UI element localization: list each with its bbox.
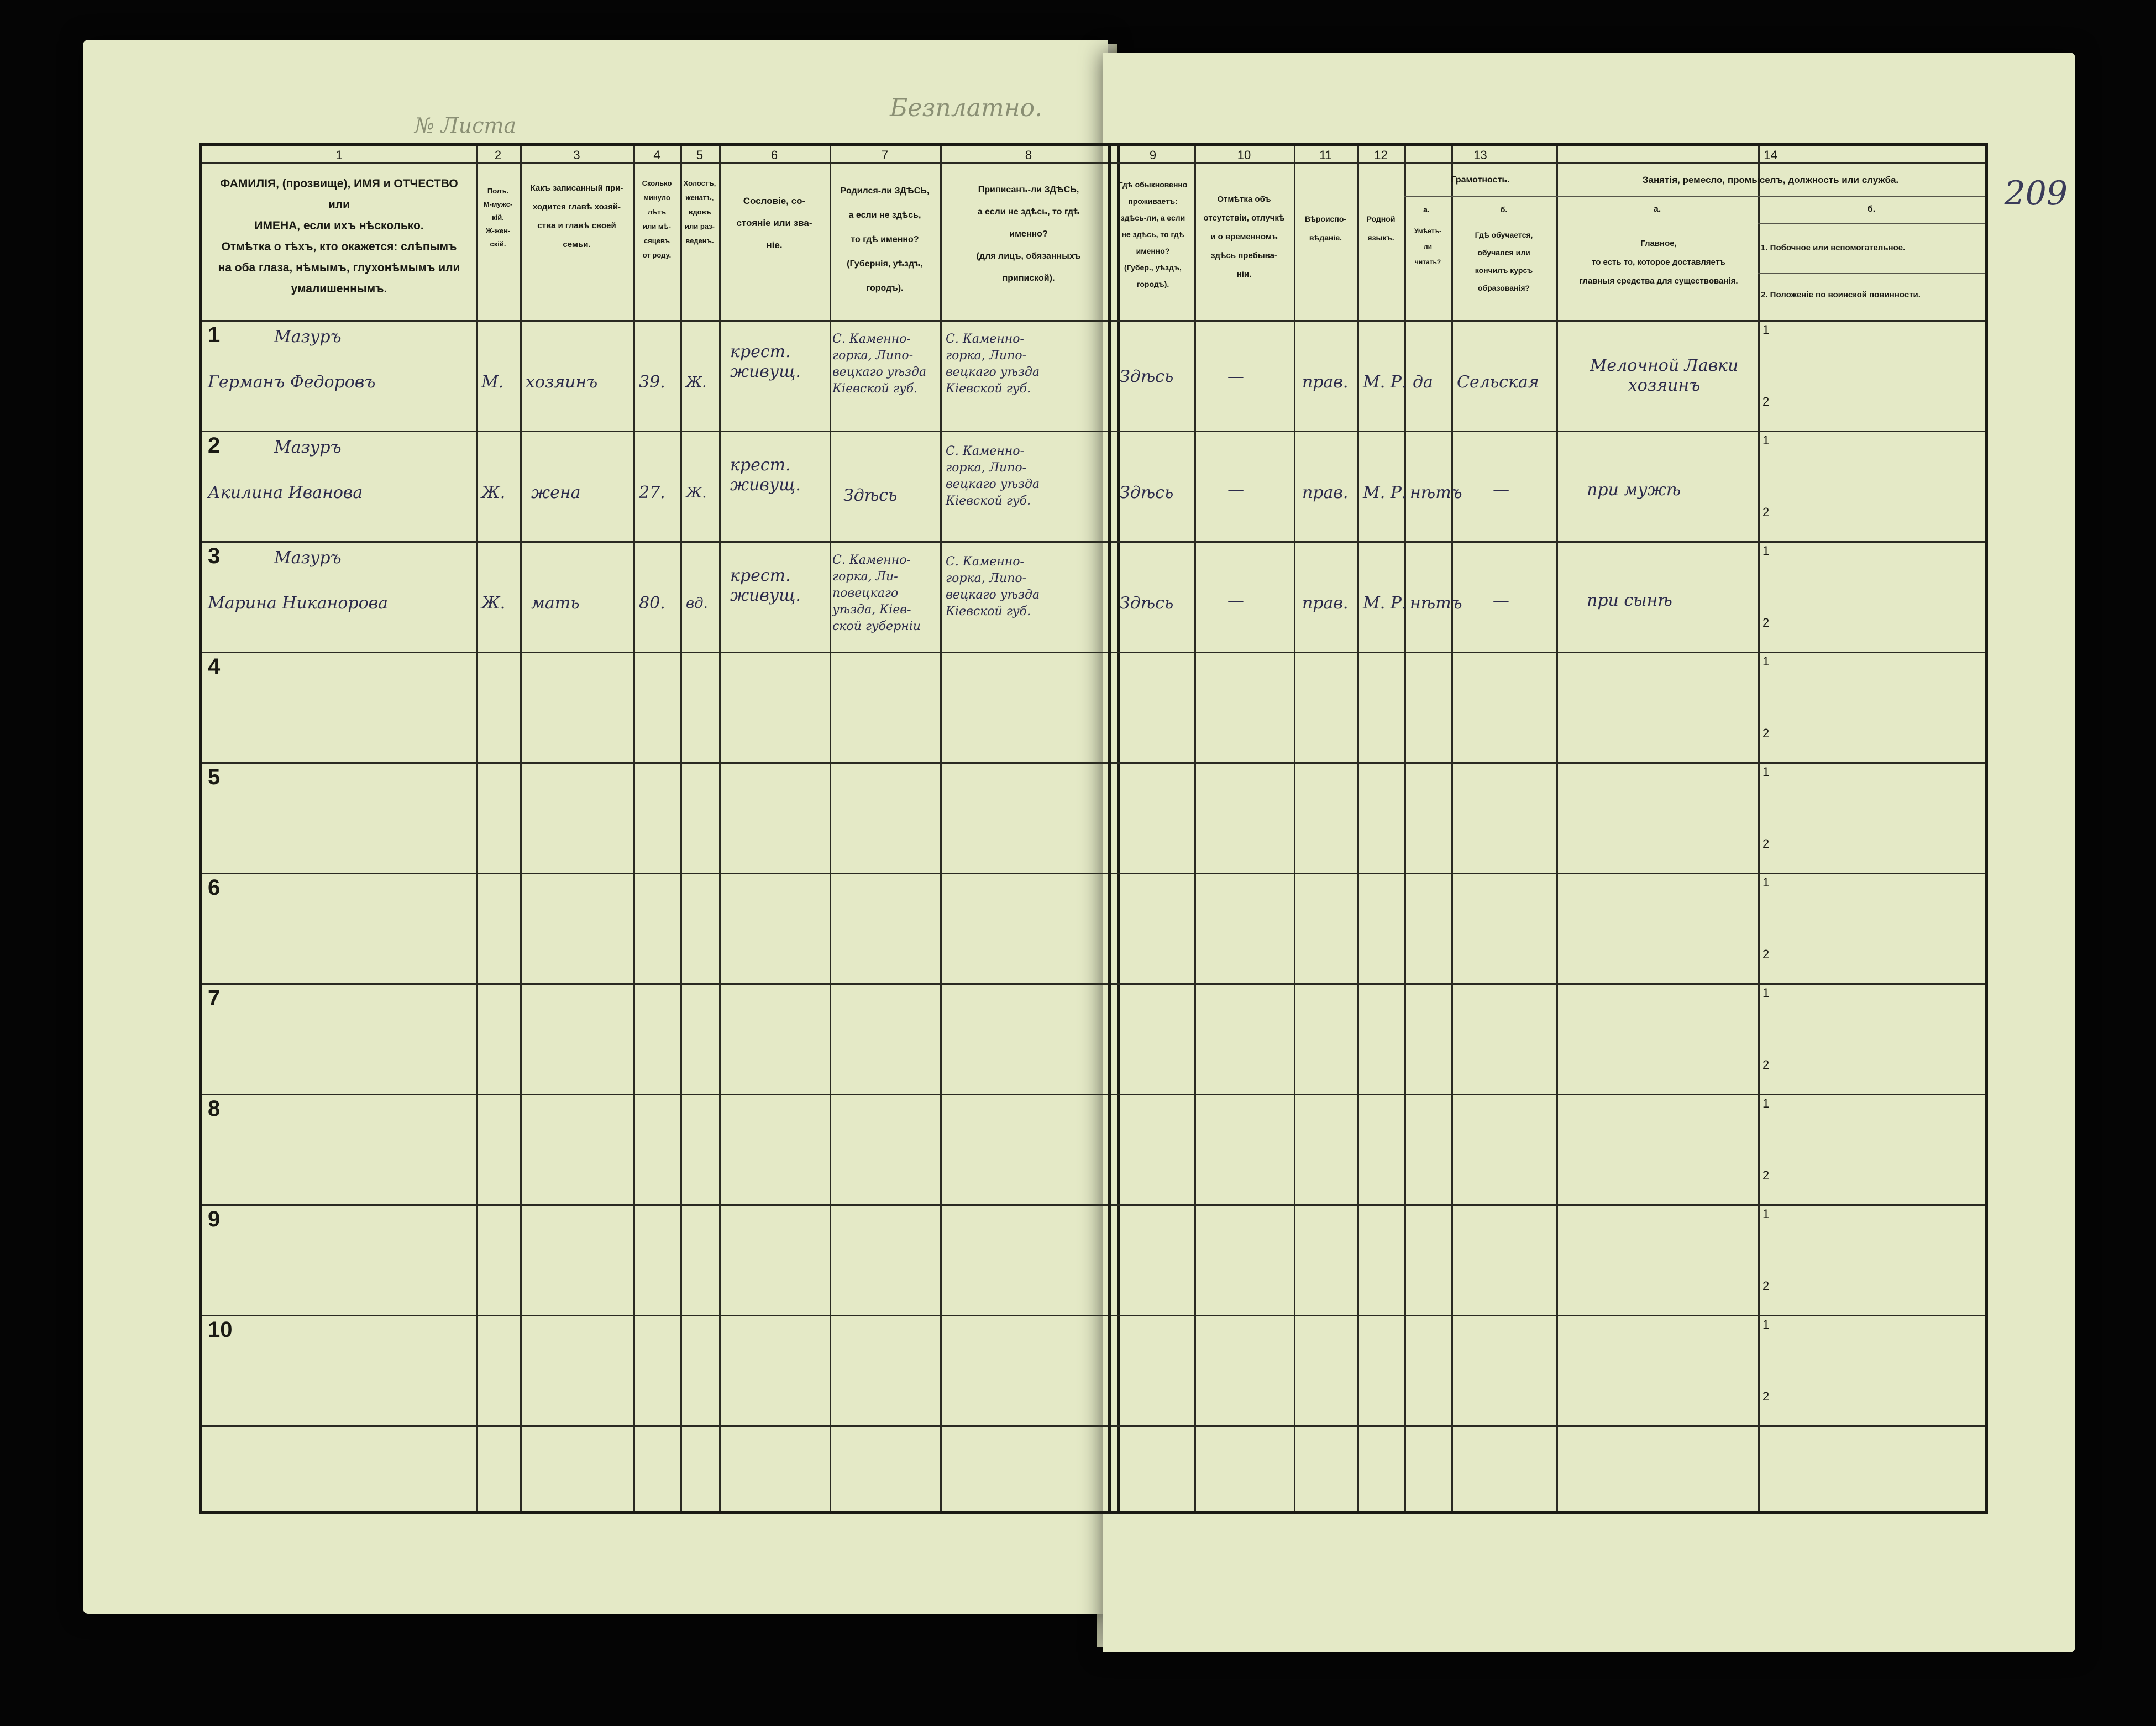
header-occupation-a-label: а. — [1653, 204, 1661, 214]
census-table-right — [1108, 143, 1988, 1514]
row2-literate: нѣтъ — [1410, 483, 1462, 502]
header-language: Родной языкъ. — [1366, 214, 1396, 242]
census-table-left — [199, 143, 1120, 1514]
column-number: 6 — [770, 148, 778, 162]
header-estate: Сословіе, со- стояніе или зва- ніе. — [736, 196, 812, 250]
column-number: 9 — [1149, 148, 1157, 162]
column-number: 8 — [1025, 148, 1032, 162]
row3-name: Марина Никанорова — [208, 594, 389, 613]
sub-label: 2 — [1762, 1279, 1770, 1293]
header-occupation-secondary: 1. Побочное или вспомогательное. — [1761, 243, 1906, 253]
row3-age: 80. — [639, 594, 665, 613]
sub-label: 2 — [1762, 947, 1770, 961]
sub-label: 2 — [1762, 1058, 1770, 1072]
sub-label: 2 — [1762, 726, 1770, 740]
row-number: 6 — [208, 875, 221, 900]
row3-occupation: при сынѣ — [1587, 591, 1672, 610]
column-number: 14 — [1764, 148, 1777, 162]
column-number: 13 — [1473, 148, 1487, 162]
row1-education: Сельская — [1457, 373, 1539, 392]
sheet-label: № Листа — [415, 113, 517, 138]
header-registered: Приписанъ-ли ЗДѢСЬ, а если не здѣсь, то гдѣ именно? (для лицъ, обязанныхъ припиской). — [976, 185, 1081, 283]
row2-religion: прав. — [1302, 483, 1349, 502]
header-literacy-b-label: б. — [1500, 205, 1508, 214]
row2-occupation: при мужѣ — [1587, 480, 1681, 500]
sub-label: 1 — [1762, 544, 1770, 558]
row3-birthplace: С. Каменно- горка, Ли- повецкаго уѣзда, Кіев- ской губерніи — [832, 553, 921, 633]
print-headline: Безплатно. — [890, 94, 1043, 122]
sub-label: 2 — [1762, 505, 1770, 519]
row2-relation: жена — [531, 483, 581, 502]
header-education: Гдѣ обучается, обучался или кончилъ курсъ образованія? — [1475, 230, 1533, 292]
sub-label: 2 — [1762, 395, 1770, 408]
header-sex: Полъ. М-мужс- кій. Ж-жен- скій. — [483, 187, 513, 248]
column-number: 12 — [1374, 148, 1388, 162]
row-number: 8 — [208, 1097, 221, 1121]
row1-language: М. Р. — [1363, 373, 1407, 392]
row1-relation: хозяинъ — [526, 373, 598, 392]
row2-sex: Ж. — [481, 483, 506, 502]
row1-religion: прав. — [1302, 373, 1349, 392]
sub-label: 1 — [1762, 323, 1770, 337]
row1-occupation: Мелочной Лавки хозяинъ — [1590, 356, 1739, 395]
row1-name: Германъ Федоровъ — [208, 373, 376, 392]
sub-label: 2 — [1762, 1389, 1770, 1403]
sub-label: 2 — [1762, 616, 1770, 629]
sub-label: 1 — [1762, 765, 1770, 779]
row3-language: М. Р. — [1363, 594, 1407, 613]
sub-label: 1 — [1762, 1318, 1770, 1331]
row2-name: Акилина Иванова — [208, 483, 363, 502]
column-number: 3 — [573, 148, 580, 162]
row-number: 9 — [208, 1207, 221, 1231]
row-number: 3 — [208, 544, 221, 568]
row2-birthplace: Здѣсь — [843, 486, 898, 505]
header-occupation-b-label: б. — [1867, 204, 1876, 214]
sub-label: 2 — [1762, 1168, 1770, 1182]
header-residence: Гдѣ обыкновенно проживаетъ: здѣсь-ли, а если не здѣсь, то гдѣ именно? (Губер., уѣздъ, городъ). — [1118, 180, 1188, 288]
column-number: 5 — [696, 148, 704, 162]
row1-estate: крест. живущ. — [730, 342, 801, 381]
header-name: ФАМИЛІЯ, (прозвище), ИМЯ и ОТЧЕСТВО или ИМЕНА, если ихъ нѣсколько. Отмѣтка о тѣхъ, кто окажется: слѣпымъ на оба глаза, нѣмымъ, глухонѣмымъ или умалишеннымъ. — [218, 177, 460, 295]
row2-surname: Мазуръ — [274, 438, 342, 457]
header-occupation: Занятія, ремесло, промыселъ, должность или служба. — [1642, 175, 1899, 185]
header-literacy-a-label: а. — [1423, 205, 1430, 214]
row3-relation: мать — [531, 594, 580, 613]
row1-sex: М. — [481, 373, 504, 392]
row1-residence: Здѣсь — [1120, 367, 1174, 386]
sub-label: 1 — [1762, 1097, 1770, 1110]
row2-marital: Ж. — [686, 485, 707, 501]
row2-education: — — [1493, 480, 1509, 500]
header-age: Сколько минуло лѣтъ или мѣ- сяцевъ от роду. — [642, 179, 672, 259]
header-absence: Отмѣтка объ отсутствіи, отлучкѣ и о временномъ здѣсь пребыва- ніи. — [1203, 195, 1285, 279]
header-can-read: Умѣетъ- ли читать? — [1414, 227, 1442, 266]
row2-registered: С. Каменно- горка, Липо- вецкаго уѣзда Кіевской губ. — [946, 444, 1040, 508]
column-number: 4 — [653, 148, 660, 162]
header-occupation-main: Главное, то есть то, которое доставляетъ главныя средства для существованія. — [1579, 239, 1738, 286]
header-relation: Какъ записанный при- ходится главѣ хозяй- ства и главѣ своей семьи. — [530, 183, 623, 249]
header-military-status: 2. Положеніе по воинской повинности. — [1761, 290, 1921, 300]
header-religion: Вѣроиспо- вѣданіе. — [1304, 214, 1347, 242]
sub-label: 1 — [1762, 1207, 1770, 1221]
sub-label: 1 — [1762, 433, 1770, 447]
sub-label: 1 — [1762, 986, 1770, 1000]
header-birthplace: Родился-ли ЗДѢСЬ, а если не здѣсь, то гдѣ именно? (Губернія, уѣздъ, городъ). — [840, 186, 930, 293]
header-marital: Холостъ, женатъ, вдовъ или раз- веденъ. — [683, 179, 716, 245]
column-number: 10 — [1237, 148, 1251, 162]
column-number: 11 — [1319, 148, 1332, 162]
row1-registered: С. Каменно- горка, Липо- вецкаго уѣзда Кіевской губ. — [946, 332, 1040, 396]
header-literacy: Грамотность. — [1451, 175, 1510, 185]
row2-absence: — — [1227, 480, 1244, 500]
row2-age: 27. — [639, 483, 665, 502]
row2-estate: крест. живущ. — [730, 455, 801, 495]
row3-sex: Ж. — [481, 594, 506, 613]
row3-residence: Здѣсь — [1120, 594, 1174, 613]
sheet-number: 209 — [2004, 174, 2068, 213]
sub-label: 1 — [1762, 654, 1770, 668]
row1-marital: Ж. — [686, 374, 707, 391]
row1-absence: — — [1227, 367, 1244, 386]
row3-marital: вд. — [686, 595, 708, 612]
row3-literate: нѣтъ — [1410, 594, 1462, 613]
column-number: 7 — [881, 148, 889, 162]
sub-label: 1 — [1762, 875, 1770, 889]
row3-surname: Мазуръ — [274, 548, 342, 568]
row3-absence: — — [1227, 591, 1244, 610]
row-number: 7 — [208, 986, 221, 1010]
row3-estate: крест. живущ. — [730, 566, 801, 605]
row-number: 1 — [208, 323, 221, 347]
row1-age: 39. — [639, 373, 665, 392]
row-number: 10 — [208, 1318, 233, 1342]
column-number: 2 — [494, 148, 502, 162]
row-number: 4 — [208, 654, 221, 679]
row-number: 2 — [208, 433, 221, 458]
row3-religion: прав. — [1302, 594, 1349, 613]
row3-education: — — [1493, 591, 1509, 610]
row1-literate: да — [1413, 373, 1433, 392]
row3-registered: С. Каменно- горка, Липо- вецкаго уѣзда Кіевской губ. — [946, 555, 1040, 618]
sub-label: 2 — [1762, 837, 1770, 851]
row2-residence: Здѣсь — [1120, 483, 1174, 502]
column-number: 1 — [335, 148, 343, 162]
row2-language: М. Р. — [1363, 483, 1407, 502]
row1-surname: Мазуръ — [274, 327, 342, 347]
row-number: 5 — [208, 765, 221, 789]
row1-birthplace: С. Каменно- горка, Липо- вецкаго уѣзда Кіевской губ. — [832, 332, 927, 396]
